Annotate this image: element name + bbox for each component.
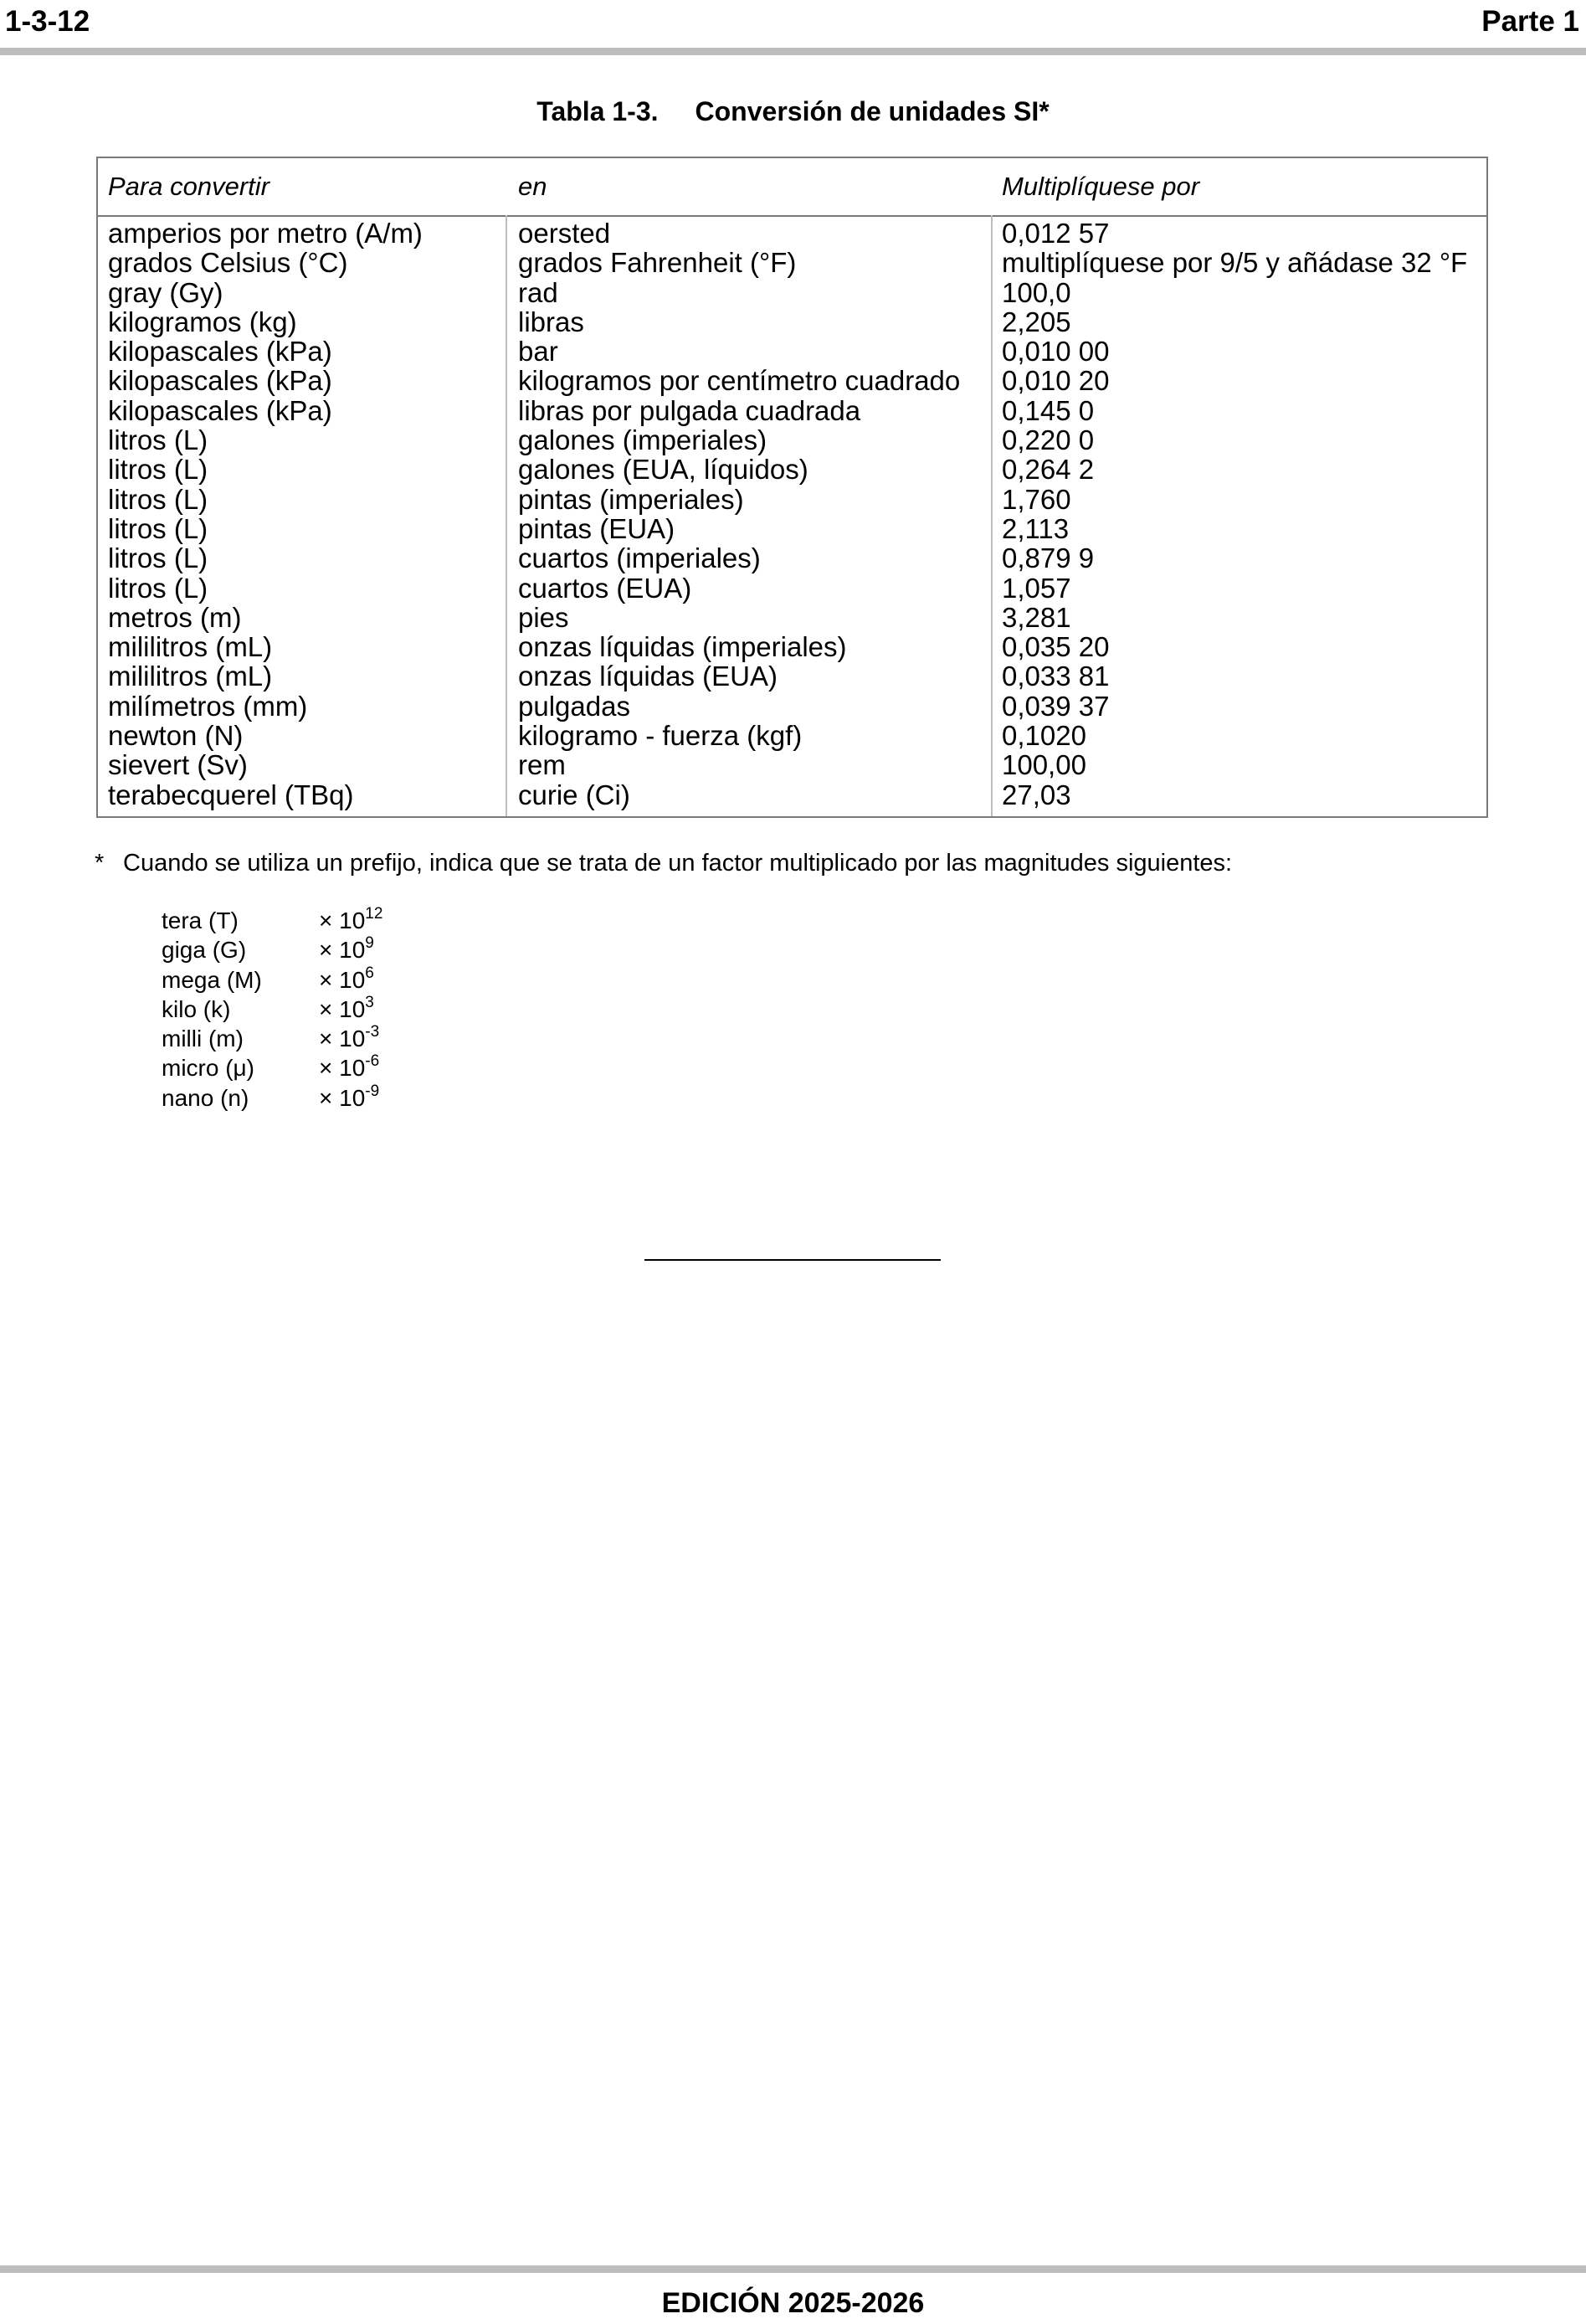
table-row xyxy=(98,721,1486,750)
cell-from-unit: terabecquerel (TBq) xyxy=(108,779,354,810)
table-row xyxy=(98,514,1486,543)
cell-to-unit: galones (imperiales) xyxy=(518,424,767,456)
cell-to-unit: rem xyxy=(518,749,566,781)
table-row xyxy=(98,337,1486,366)
table-row xyxy=(98,780,1486,810)
prefix-name: milli (m) xyxy=(162,1026,244,1052)
table-row xyxy=(98,278,1486,307)
table-row xyxy=(98,396,1486,425)
prefix-factor-base: × 10 xyxy=(319,995,366,1022)
column-header-factor: Multiplíquese por xyxy=(1002,172,1200,201)
table-row xyxy=(98,366,1486,395)
table-row xyxy=(98,543,1486,573)
prefix-factor-base: × 10 xyxy=(319,1026,366,1052)
cell-from-unit: metros (m) xyxy=(108,601,242,633)
cell-from-unit: kilopascales (kPa) xyxy=(108,394,332,426)
cell-factor: 0,879 9 xyxy=(1002,542,1095,574)
table-label: Tabla 1-3. xyxy=(536,96,659,126)
prefix-factor xyxy=(319,1083,379,1113)
prefix-factor-exponent: -3 xyxy=(365,1023,380,1041)
cell-factor: 1,760 xyxy=(1002,483,1071,515)
prefix-name: nano (n) xyxy=(162,1084,249,1111)
cell-factor: 2,113 xyxy=(1002,512,1070,544)
prefix-factor-exponent: 12 xyxy=(365,905,383,923)
cell-from-unit: mililitros (mL) xyxy=(108,661,273,692)
prefix-factor-base: × 10 xyxy=(319,966,366,993)
cell-to-unit: pintas (EUA) xyxy=(518,512,675,544)
conversion-table xyxy=(96,157,1488,818)
cell-factor: 0,033 81 xyxy=(1002,661,1110,692)
prefix-factor-base: × 10 xyxy=(319,937,366,964)
table-row xyxy=(98,248,1486,277)
table-header xyxy=(98,158,1486,215)
footnote-marker: * xyxy=(95,850,105,877)
cell-to-unit: kilogramos por centímetro cuadrado xyxy=(518,365,961,397)
cell-factor: 0,1020 xyxy=(1002,720,1086,752)
table-row xyxy=(98,307,1486,337)
cell-factor: 0,145 0 xyxy=(1002,394,1095,426)
prefix-factor-base: × 10 xyxy=(319,907,366,933)
prefix-factor xyxy=(319,906,382,935)
cell-to-unit: onzas líquidas (imperiales) xyxy=(518,631,847,663)
table-body xyxy=(98,219,1486,810)
table-row xyxy=(98,425,1486,455)
cell-factor: 27,03 xyxy=(1002,779,1071,810)
cell-to-unit: grados Fahrenheit (°F) xyxy=(518,247,797,279)
prefix-factor xyxy=(319,1053,379,1082)
cell-to-unit: cuartos (EUA) xyxy=(518,572,692,604)
prefix-name: mega (M) xyxy=(162,966,262,993)
cell-factor: 100,0 xyxy=(1002,276,1071,308)
table-row xyxy=(98,485,1486,514)
prefix-factor-base: × 10 xyxy=(319,1084,366,1111)
cell-from-unit: grados Celsius (°C) xyxy=(108,247,348,279)
cell-from-unit: milímetros (mm) xyxy=(108,690,308,722)
cell-to-unit: oersted xyxy=(518,218,611,249)
table-row xyxy=(98,219,1486,248)
table-row xyxy=(98,573,1486,603)
table-row xyxy=(98,750,1486,779)
prefix-factor xyxy=(319,935,374,964)
cell-from-unit: litros (L) xyxy=(108,424,208,456)
cell-to-unit: galones (EUA, líquidos) xyxy=(518,454,808,486)
cell-from-unit: litros (L) xyxy=(108,483,208,515)
prefix-factor-exponent: 6 xyxy=(365,964,374,982)
part-label: Parte 1 xyxy=(1481,5,1579,38)
prefix-name: giga (G) xyxy=(162,937,247,964)
footnote-text: Cuando se utiliza un prefijo, indica que se trata de un factor multiplicado por las magnitudes siguientes: xyxy=(123,850,1233,877)
cell-factor: 0,039 37 xyxy=(1002,690,1110,722)
cell-to-unit: kilogramo - fuerza (kgf) xyxy=(518,720,803,752)
cell-from-unit: kilogramos (kg) xyxy=(108,306,297,337)
cell-to-unit: rad xyxy=(518,276,558,308)
cell-to-unit: pulgadas xyxy=(518,690,630,722)
prefix-name: tera (T) xyxy=(162,907,239,933)
cell-from-unit: litros (L) xyxy=(108,572,208,604)
cell-factor: 2,205 xyxy=(1002,306,1071,337)
cell-factor: 3,281 xyxy=(1002,601,1071,633)
prefix-name: kilo (k) xyxy=(162,995,231,1022)
cell-from-unit: gray (Gy) xyxy=(108,276,223,308)
cell-factor: 0,012 57 xyxy=(1002,218,1110,249)
cell-factor: 0,264 2 xyxy=(1002,454,1095,486)
prefix-factor-exponent: 3 xyxy=(365,993,374,1011)
prefix-factor-exponent: 9 xyxy=(365,934,374,953)
table-title-text: Conversión de unidades SI* xyxy=(695,96,1050,126)
table-row xyxy=(98,661,1486,691)
page-number: 1-3-12 xyxy=(5,5,90,38)
cell-to-unit: pintas (imperiales) xyxy=(518,483,744,515)
prefix-factor xyxy=(319,965,374,995)
cell-from-unit: sievert (Sv) xyxy=(108,749,248,781)
cell-to-unit: libras por pulgada cuadrada xyxy=(518,394,861,426)
prefix-factor-exponent: -6 xyxy=(365,1052,380,1071)
header-separator xyxy=(98,215,1486,217)
cell-factor: 0,010 20 xyxy=(1002,365,1110,397)
cell-factor: 0,220 0 xyxy=(1002,424,1095,456)
section-end-rule xyxy=(644,1259,941,1261)
cell-to-unit: cuartos (imperiales) xyxy=(518,542,761,574)
cell-from-unit: amperios por metro (A/m) xyxy=(108,218,423,249)
footer-rule xyxy=(0,2265,1586,2273)
prefix-factor xyxy=(319,995,374,1024)
cell-from-unit: kilopascales (kPa) xyxy=(108,336,332,368)
header-rule xyxy=(0,48,1586,55)
cell-to-unit: libras xyxy=(518,306,584,337)
column-header-from: Para convertir xyxy=(108,172,269,201)
cell-from-unit: litros (L) xyxy=(108,542,208,574)
footnote xyxy=(95,847,1232,879)
cell-factor: 1,057 xyxy=(1002,572,1071,604)
cell-to-unit: bar xyxy=(518,336,558,368)
cell-to-unit: curie (Ci) xyxy=(518,779,630,810)
table-row xyxy=(98,455,1486,484)
prefix-factor-exponent: -9 xyxy=(365,1082,380,1100)
table-row xyxy=(98,632,1486,661)
column-header-to: en xyxy=(518,172,547,201)
cell-from-unit: litros (L) xyxy=(108,512,208,544)
cell-factor: 0,010 00 xyxy=(1002,336,1110,368)
prefix-name: micro (μ) xyxy=(162,1055,255,1082)
cell-factor: multiplíquese por 9/5 y añádase 32 °F xyxy=(1002,247,1468,279)
cell-from-unit: litros (L) xyxy=(108,454,208,486)
cell-factor: 100,00 xyxy=(1002,749,1086,781)
cell-to-unit: onzas líquidas (EUA) xyxy=(518,661,778,692)
cell-from-unit: mililitros (mL) xyxy=(108,631,273,663)
table-row xyxy=(98,692,1486,721)
prefix-factor-base: × 10 xyxy=(319,1055,366,1082)
cell-to-unit: pies xyxy=(518,601,569,633)
table-title xyxy=(0,94,1586,129)
edition-label: EDICIÓN 2025-2026 xyxy=(661,2287,925,2319)
table-row xyxy=(98,603,1486,632)
cell-from-unit: kilopascales (kPa) xyxy=(108,365,332,397)
prefix-factor xyxy=(319,1024,379,1053)
cell-factor: 0,035 20 xyxy=(1002,631,1110,663)
cell-from-unit: newton (N) xyxy=(108,720,244,752)
